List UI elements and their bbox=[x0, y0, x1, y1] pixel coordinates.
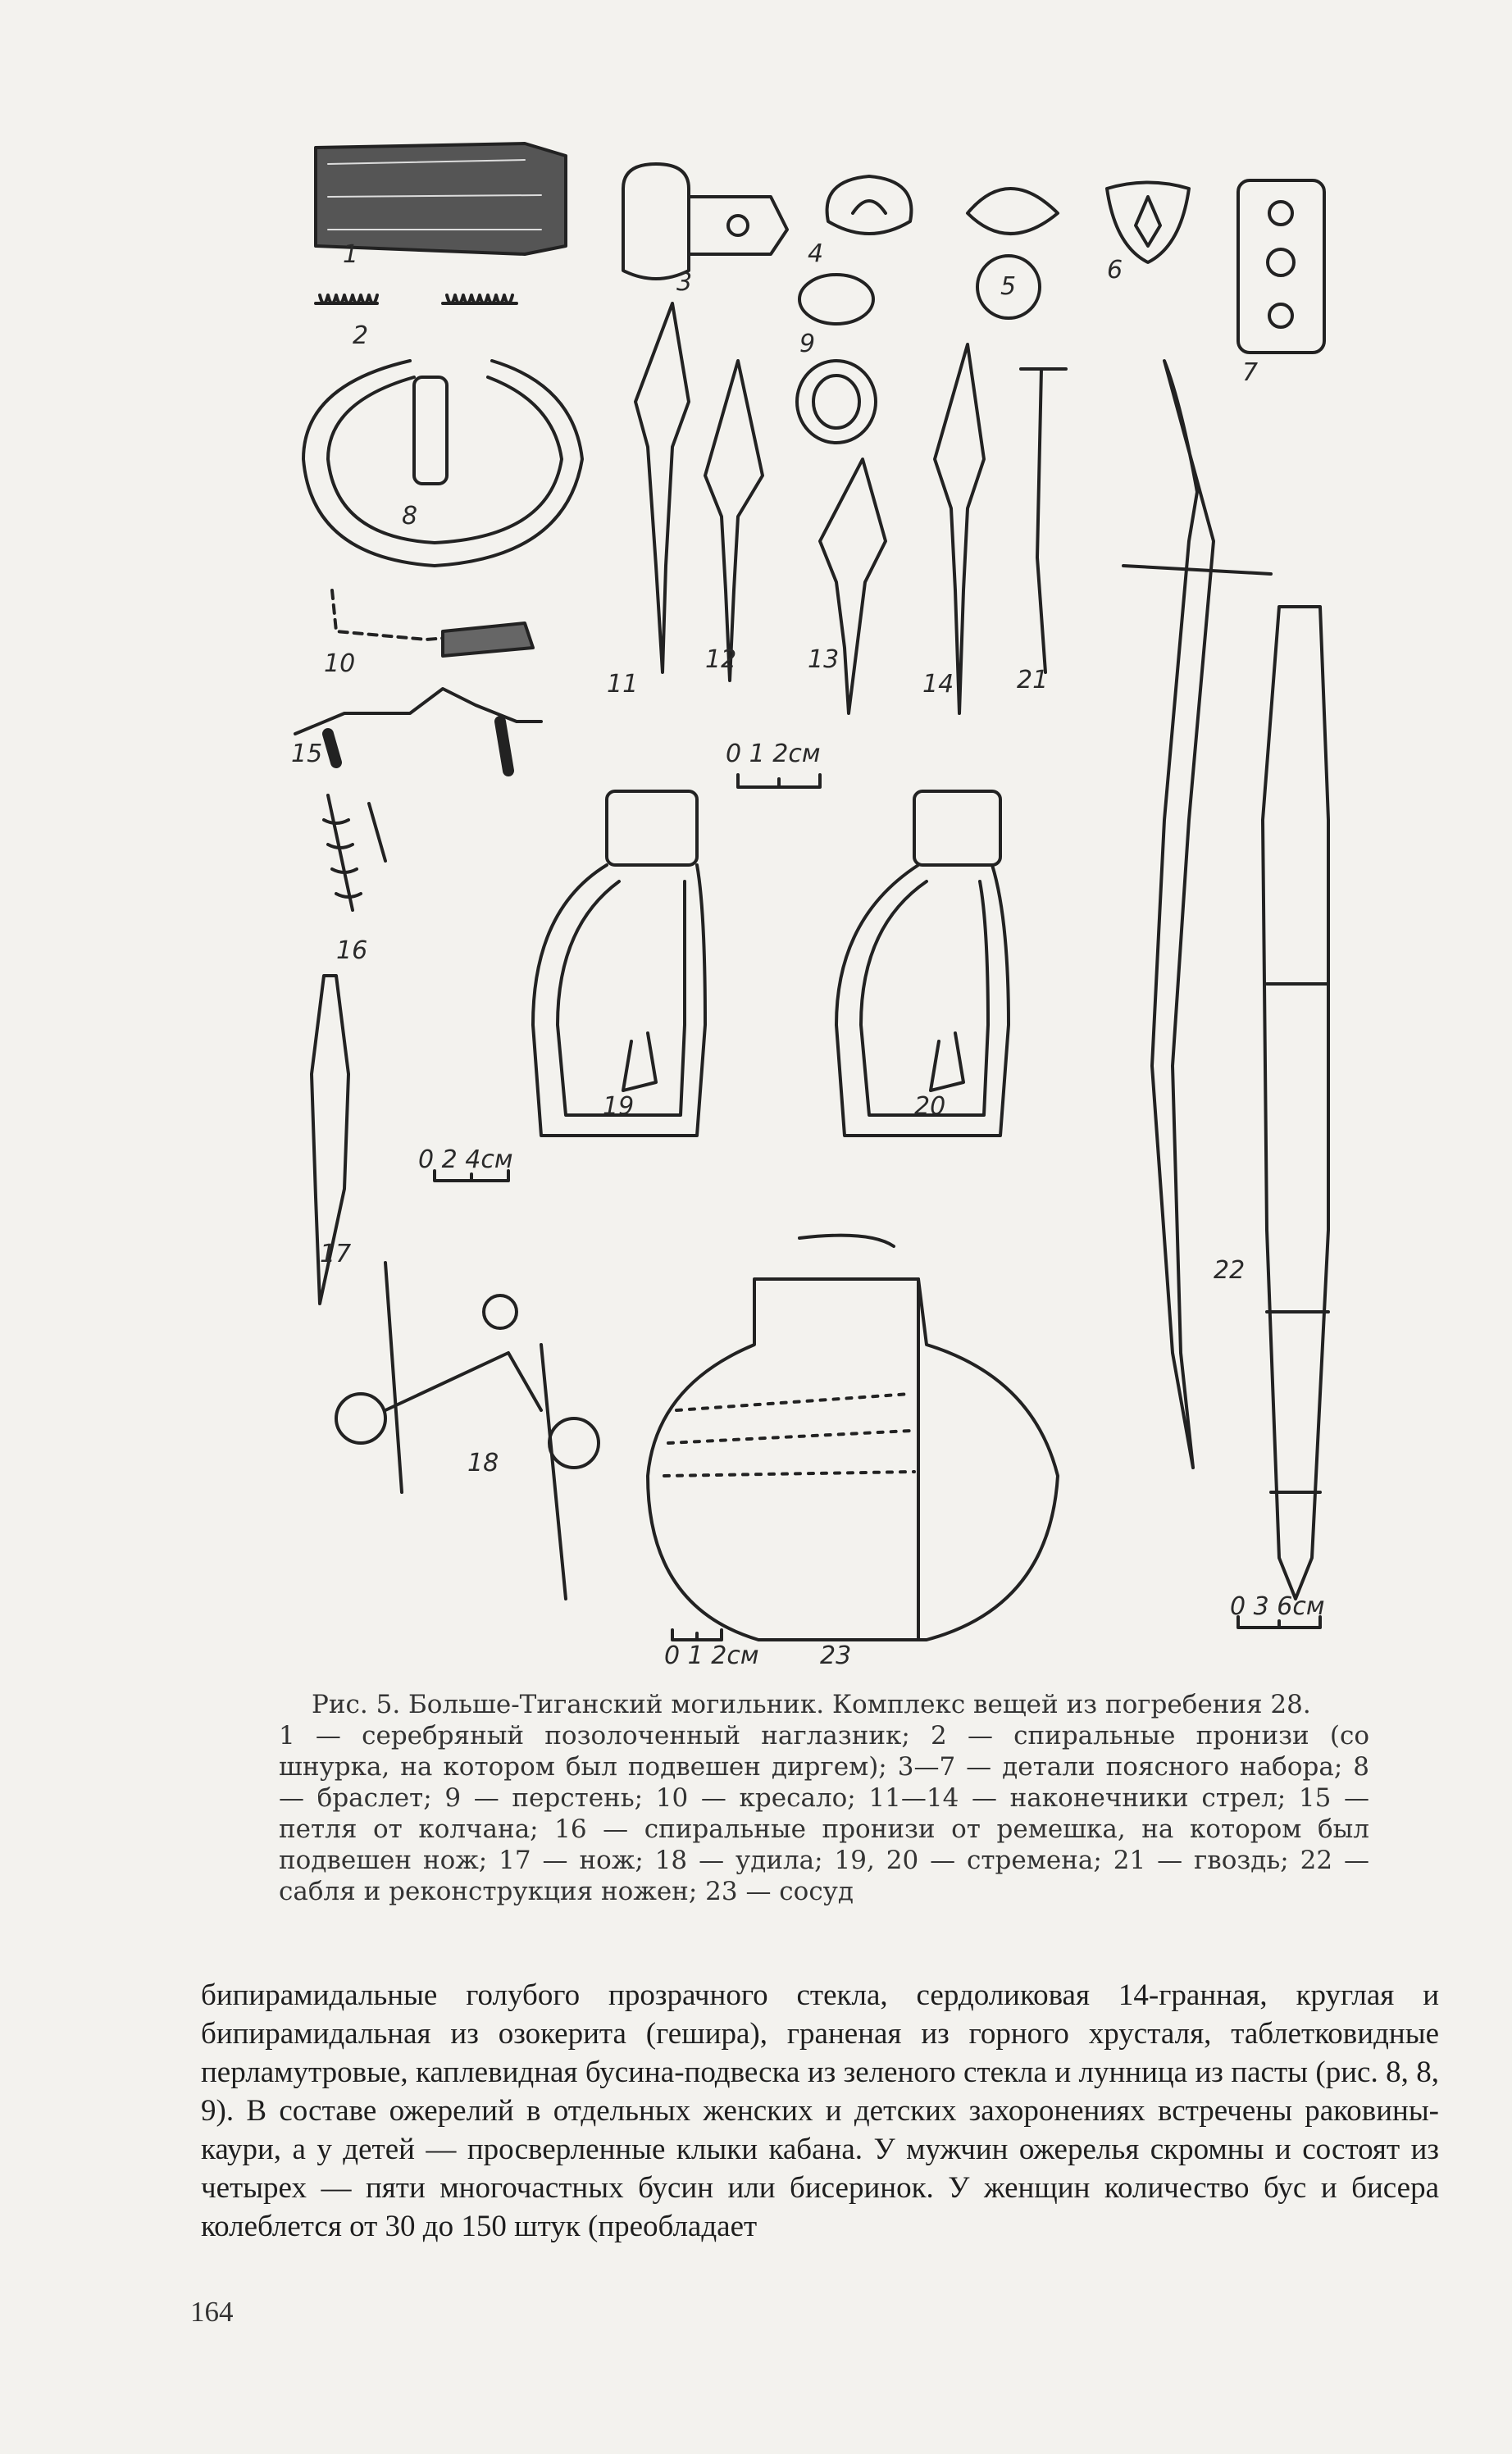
item-3-buckle bbox=[623, 164, 787, 279]
caption-text: 1 — серебряный позолоченный наглазник; 2 — спиральные пронизи (со шнурка, на котором был подвешен диргем); 3—7 — детали поясного набора; 8 — браслет; 9 — перстень; 10 — кресало; 11—14 — наконечники стрел; 15 — петля от колчана; 16 — спиральные пронизи от ремешка, на котором был подвешен нож; 17 — нож; 18 — удила; 19, 20 — стремена; 21 — гвоздь; 22 — сабля и реконструкция ножен; 23 — сосуд bbox=[279, 1721, 1369, 1906]
item-4-plaque bbox=[827, 176, 912, 234]
item-2-spirals bbox=[316, 295, 517, 303]
item-15-quiver-loop bbox=[295, 689, 541, 771]
item-6-plaque bbox=[1107, 183, 1189, 263]
scale-label-small: 0 1 2см bbox=[726, 740, 821, 768]
figure-caption bbox=[279, 1689, 1369, 1907]
scale-bars bbox=[435, 775, 1320, 1640]
page-number: 164 bbox=[190, 2296, 234, 2328]
label-8: 8 bbox=[402, 502, 418, 530]
body-paragraph: бипирамидальные голубого прозрачного стекла, сердоликовая 14-гранная, круглая и бипирамидальная из озокерита (гешира), граненая из горного хрусталя, таблетковидные перламутровые, каплевидная бусина-подвеска из зеленого стекла и лунница из пасты (рис. 8, 8, 9). В составе ожерелий в отдельных женских и детских захоронениях встречены раковины-каури, а у детей — просверленные клыки кабана. У мужчин ожерелья скромны и состоят из четырех — пяти многочастных бусин или бисеринок. У женщин количество бус и бисера колеблется от 30 до 150 штук (преобладает bbox=[201, 1978, 1439, 2243]
item-21-nail bbox=[1021, 369, 1066, 672]
label-17: 17 bbox=[320, 1240, 352, 1268]
label-10: 10 bbox=[324, 649, 356, 678]
item-1-eyepiece bbox=[316, 143, 566, 254]
label-14: 14 bbox=[922, 670, 954, 699]
label-20: 20 bbox=[914, 1092, 946, 1121]
scale-label-vessel: 0 1 2см bbox=[664, 1641, 759, 1670]
label-15: 15 bbox=[291, 740, 323, 768]
label-19: 19 bbox=[603, 1092, 635, 1121]
item-20-stirrup bbox=[836, 791, 1009, 1136]
label-21: 21 bbox=[1017, 666, 1049, 694]
label-16: 16 bbox=[336, 936, 368, 965]
label-23: 23 bbox=[820, 1641, 852, 1670]
item-8-bracelet bbox=[303, 361, 582, 566]
item-9-ring bbox=[797, 275, 876, 443]
label-22: 22 bbox=[1214, 1256, 1246, 1285]
label-9: 9 bbox=[799, 330, 816, 358]
label-18: 18 bbox=[467, 1449, 499, 1477]
label-13: 13 bbox=[808, 645, 840, 674]
scale-label-saber: 0 3 6см bbox=[1230, 1592, 1325, 1621]
label-1: 1 bbox=[343, 240, 359, 269]
label-6: 6 bbox=[1107, 256, 1123, 285]
label-4: 4 bbox=[808, 239, 824, 268]
label-11: 11 bbox=[607, 670, 639, 699]
label-5: 5 bbox=[1000, 272, 1017, 301]
item-23-vessel bbox=[648, 1236, 1058, 1640]
label-7: 7 bbox=[1242, 358, 1259, 387]
label-3: 3 bbox=[676, 268, 693, 297]
item-18-horse-bit bbox=[336, 1263, 599, 1599]
item-10-firesteel bbox=[332, 590, 533, 656]
item-7-belt-tip bbox=[1238, 180, 1324, 353]
item-19-stirrup bbox=[533, 791, 705, 1136]
caption-title: Рис. 5. Больше-Тиганский могильник. Комплекс вещей из погребения 28. bbox=[312, 1690, 1311, 1719]
item-16-spiral bbox=[324, 795, 385, 910]
label-12: 12 bbox=[705, 645, 737, 674]
label-2: 2 bbox=[353, 321, 369, 350]
item-22-saber bbox=[1123, 358, 1328, 1599]
scale-label-knife: 0 2 4см bbox=[418, 1145, 513, 1174]
